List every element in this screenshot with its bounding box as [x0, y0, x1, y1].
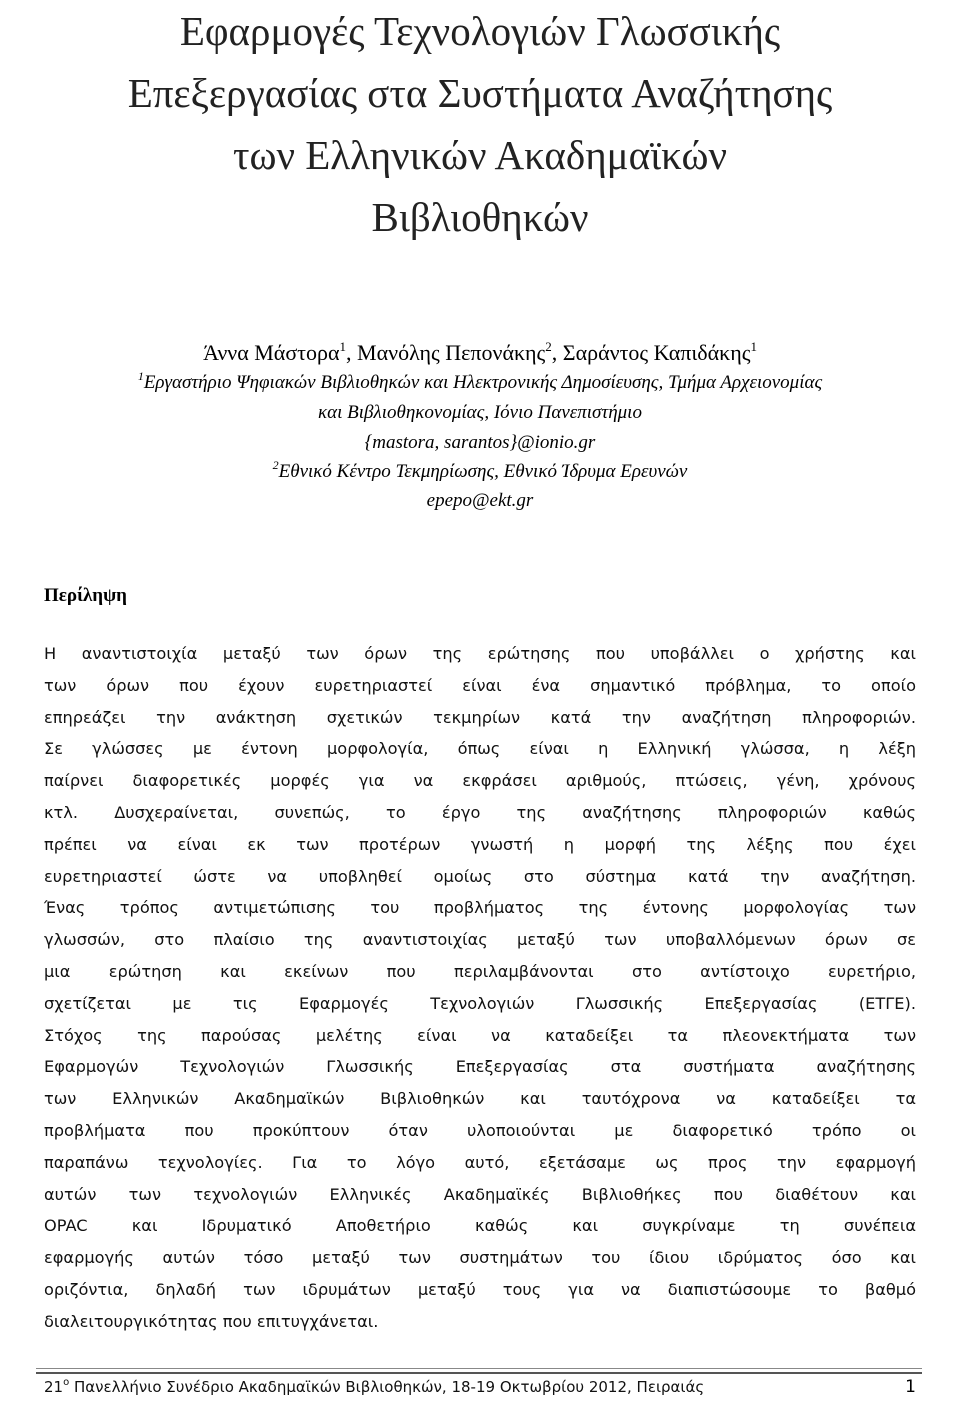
abstract-line: Ένας τρόπος αντιμετώπισης του προβλήματος της έντονης μορφολογίας των — [44, 898, 916, 918]
author-name: Μανόλης Πεπονάκης — [357, 340, 546, 365]
affiliation-2-line-1 — [0, 457, 960, 486]
page-number: 1 — [905, 1377, 916, 1397]
abstract-line: των όρων που έχουν ευρετηριαστεί είναι ένα σημαντικό πρόβλημα, το οποίο — [44, 675, 916, 695]
abstract-line: Σε γλώσσες με έντονη μορφολογία, όπως είναι η Ελληνική γλώσσα, η λέξη — [44, 739, 916, 759]
footer-ordinal-mark: ο — [63, 1377, 70, 1388]
affiliation-1-line-1 — [0, 368, 960, 397]
author-list — [0, 338, 960, 368]
title-line: Βιβλιοθηκών — [371, 194, 589, 240]
affiliation-1-email: {mastora, sarantos}@ionio.gr — [364, 432, 596, 453]
author-affiliation-mark: 1 — [750, 339, 757, 354]
author-affiliation-mark: 2 — [545, 339, 552, 354]
footer-conference — [44, 1376, 704, 1398]
abstract-line: κτλ. Δυσχεραίνεται, συνεπώς, το έργο της αναζήτησης πληροφοριών καθώς — [44, 802, 916, 822]
abstract-line: διαλειτουργικότητας που επιτυγχάνεται. — [44, 1311, 379, 1331]
abstract-line: γλωσσών, στο πλαίσιο της αναντιστοιχίας μεταξύ των υποβαλλόμενων όρων σε — [44, 930, 916, 950]
author-separator: , — [551, 340, 563, 365]
abstract-line: σχετίζεται με τις Εφαρμογές Τεχνολογιών Γλωσσικής Επεξεργασίας (ΕΤΓΕ). — [44, 993, 916, 1013]
abstract-line: προβλήματα που προκύπτουν όταν υλοποιούνται με διαφορετικό τρόπο οι — [44, 1120, 916, 1140]
affiliation-mark: 1 — [137, 369, 144, 383]
author-affiliation-mark: 1 — [339, 339, 347, 354]
affiliation-2-email: epepo@ekt.gr — [426, 490, 534, 511]
title-line: των Ελληνικών Ακαδημαϊκών — [233, 132, 727, 178]
abstract-line: ευρετηριαστεί ώστε να υποβληθεί ομοίως στο σύστημα κατά την αναζήτηση. — [44, 866, 916, 886]
author-name: Σαράντος Καπιδάκης — [562, 340, 751, 365]
affiliation-1-line-2: και Βιβλιοθηκονομίας, Ιόνιο Πανεπιστήμιο — [318, 402, 642, 423]
abstract-line: Η αναντιστοιχία μεταξύ των όρων της ερώτησης που υποβάλλει ο χρήστης και — [44, 644, 916, 663]
affiliation-text: Εθνικό Κέντρο Τεκμηρίωσης, Εθνικό Ίδρυμα Ερευνών — [278, 461, 688, 482]
author-separator: , — [346, 340, 358, 365]
abstract-line: των Ελληνικών Ακαδημαϊκών Βιβλιοθηκών και ταυτόχρονα να καταδείξει τα — [44, 1089, 916, 1109]
abstract-line: OPAC και Ιδρυματικό Αποθετήριο καθώς και συγκρίναμε τη συνέπεια — [44, 1216, 916, 1236]
abstract-line: οριζόντια, δηλαδή των ιδρυμάτων μεταξύ τους για να διαπιστώσουμε το βαθμό — [44, 1279, 916, 1299]
affiliation-mark: 2 — [272, 458, 279, 472]
footer-divider-thick — [36, 1372, 922, 1374]
abstract-heading: Περίληψη — [44, 585, 127, 606]
abstract-line: παραπάνω τεχνολογίες. Για το λόγο αυτό, εξετάσαμε ως προς την εφαρμογή — [44, 1152, 916, 1172]
abstract-line: μια ερώτηση και εκείνων που περιλαμβάνονται στο αντίστοιχο ευρετήριο, — [44, 961, 916, 981]
abstract-line: εφαρμογής αυτών τόσο μεταξύ των συστημάτων του ίδιου ιδρύματος όσο και — [44, 1248, 916, 1268]
abstract-body — [44, 638, 916, 1338]
title-line: Εφαρμογές Τεχνολογιών Γλωσσικής — [179, 8, 781, 54]
affiliation-text: Εργαστήριο Ψηφιακών Βιβλιοθηκών και Ηλεκτρονικής Δημοσίευσης, Τμήμα Αρχειονομίας — [143, 372, 823, 393]
footer-divider — [36, 1368, 922, 1369]
author-name: Άννα Μάστορα — [203, 340, 340, 365]
abstract-line: αυτών των τεχνολογιών Ελληνικές Ακαδημαϊκές Βιβλιοθήκες που διαθέτουν και — [44, 1184, 916, 1204]
title-line: Επεξεργασίας στα Συστήματα Αναζήτησης — [127, 70, 833, 116]
footer-conference-number: 21 — [44, 1378, 64, 1396]
abstract-line: πρέπει να είναι εκ των προτέρων γνωστή η μορφή της λέξης που έχει — [44, 834, 916, 854]
paper-title — [0, 0, 960, 248]
abstract-line: παίρνει διαφορετικές μορφές για να εκφράσει αριθμούς, πτώσεις, γένη, χρόνους — [44, 771, 916, 791]
abstract-line: Στόχος της παρούσας μελέτης είναι να καταδείξει τα πλεονεκτήματα των — [44, 1025, 916, 1045]
abstract-line: επηρεάζει την ανάκτηση σχετικών τεκμηρίων κατά την αναζήτηση πληροφοριών. — [44, 707, 916, 727]
abstract-line: Εφαρμογών Τεχνολογιών Γλωσσικής Επεξεργασίας στα συστήματα αναζήτησης — [44, 1057, 916, 1077]
footer-conference-text: Πανελλήνιο Συνέδριο Ακαδημαϊκών Βιβλιοθηκών, 18-19 Οκτωβρίου 2012, Πειραιάς — [69, 1378, 705, 1396]
